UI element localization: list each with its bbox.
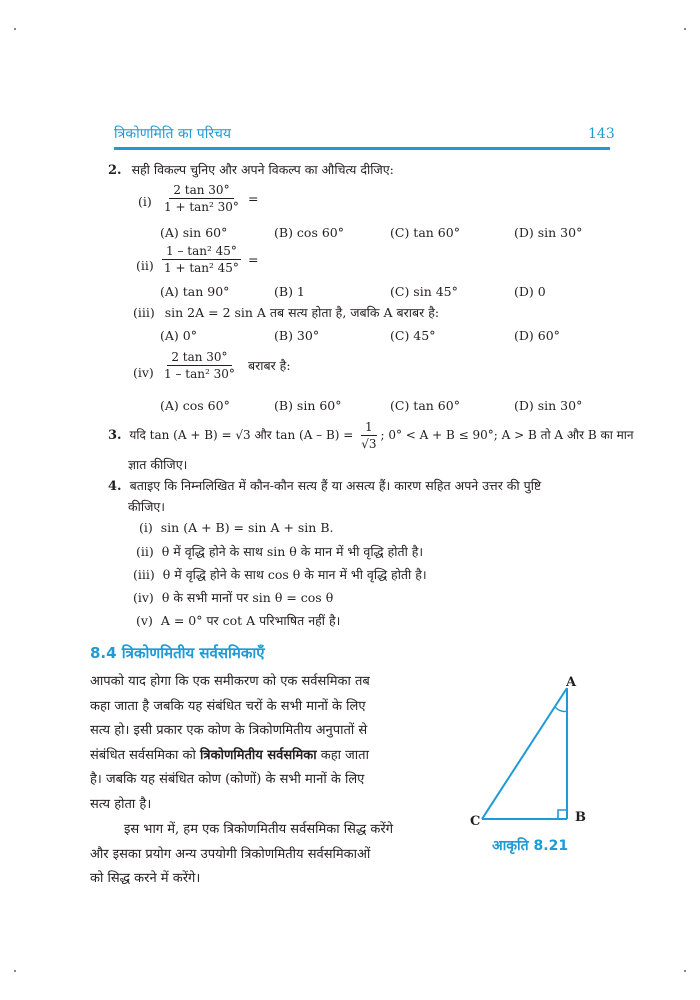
q2-part-iv-expression: $\frac{2 \tan 30^\circ}{\text{1 – tan² 30°}}$ बराबर है: [164, 350, 291, 381]
q4-item: (v) A = 0° पर cot A परिभाषित नहीं है। [136, 613, 341, 628]
q2-iv-option-a: (A) cos 60° [160, 398, 230, 413]
question-2: 2. सही विकल्प चुनिए और अपने विकल्प का औचित्य दीजिए: [108, 162, 394, 178]
q2-iii-option-c: (C) 45° [390, 328, 436, 343]
q2-ii-option-a: (A) tan 90° [160, 284, 230, 299]
corner-mark [14, 970, 16, 972]
q2-part-i-expression: $\frac{2 \tan 30^\circ}{\text{1 + tan² 30°}}$ = [164, 183, 259, 214]
corner-mark [684, 28, 686, 30]
question-4: 4. बताइए कि निम्नलिखित में कौन-कौन सत्य हैं या असत्य हैं। कारण सहित अपने उत्तर की पुष्टि [108, 478, 542, 494]
question-4-line2: कीजिए। [128, 499, 166, 514]
q2-iii-option-d: (D) 60° [514, 328, 560, 343]
question-3: 3. यदि tan (A + B) = √3 और tan (A – B) = $\frac{1}{√3}$ ; 0° < A + B ≤ 90°; A > B तो A और B का मान [108, 420, 634, 451]
q2-ii-option-d: (D) 0 [514, 284, 546, 299]
page-number: 143 [588, 126, 615, 142]
angle-arc-a [555, 707, 567, 712]
q2-ii-option-b: (B) 1 [274, 284, 305, 299]
q2-iii-option-b: (B) 30° [274, 328, 320, 343]
header-rule [114, 147, 610, 150]
q2-iii-option-a: (A) 0° [160, 328, 197, 343]
q2-part-iii: (iii) sin 2A = 2 sin A तब सत्य होता है, जबकि A बराबर है: [133, 305, 440, 320]
q2-i-option-b: (B) cos 60° [274, 225, 344, 240]
q2-ii-option-c: (C) sin 45° [390, 284, 458, 299]
vertex-b-label: B [575, 810, 586, 825]
q2-part-iv-label: (iv) [133, 365, 154, 380]
q4-item: (iv) θ के सभी मानों पर sin θ = cos θ [133, 590, 334, 605]
q2-iv-option-c: (C) tan 60° [390, 398, 460, 413]
figure-caption: आकृति 8.21 [492, 838, 569, 854]
q2-i-option-d: (D) sin 30° [514, 225, 583, 240]
paragraph-1: आपको याद होगा कि एक समीकरण को एक सर्वसमिका तब कहा जाता है जबकि यह संबंधित चरों के सभी मानों के लिए सत्य हो। इसी प्रकार एक कोण के त्रिकोणमितीय अनुपातों से संबंधित सर्वसमिका को त्रिकोणमितीय सर्वसमिका कहा जाता है। जबकि यह संबंधित कोण (कोणों) के सभी मानों के लिए सत्य होता है। [90, 674, 370, 812]
q4-item: (i) sin (A + B) = sin A + sin B. [139, 520, 334, 535]
question-3-line2: ज्ञात कीजिए। [128, 457, 188, 472]
vertex-c-label: C [470, 814, 481, 829]
q2-part-i-label: (i) [138, 194, 152, 209]
vertex-a-label: A [566, 675, 577, 690]
q2-part-ii-expression: $\frac{\text{1 – tan² 45°}}{\text{1 + tan² 45°}}$ = [164, 244, 259, 275]
corner-mark [684, 970, 686, 972]
q2-iv-option-b: (B) sin 60° [274, 398, 342, 413]
q2-part-ii-label: (ii) [136, 258, 154, 273]
q2-i-option-a: (A) sin 60° [160, 225, 228, 240]
q2-i-option-c: (C) tan 60° [390, 225, 460, 240]
corner-mark [14, 28, 16, 30]
section-heading: 8.4 त्रिकोणमितीय सर्वसमिकाएँ [90, 644, 265, 662]
q4-item: (iii) θ में वृद्धि होने के साथ cos θ के मान में भी वृद्धि होती है। [133, 567, 427, 582]
running-header: त्रिकोणमिति का परिचय [114, 126, 232, 142]
right-angle-mark [558, 810, 567, 819]
q2-iv-option-d: (D) sin 30° [514, 398, 583, 413]
q4-item: (ii) θ में वृद्धि होने के साथ sin θ के मान में भी वृद्धि होती है। [136, 544, 424, 559]
side-ca [482, 688, 567, 819]
paragraph-2: इस भाग में, हम एक त्रिकोणमितीय सर्वसमिका सिद्ध करेंगे और इसका प्रयोग अन्य उपयोगी त्रिकोणमितीय सर्वसमिकाओं को सिद्ध करने में करेंगे। [90, 822, 394, 886]
